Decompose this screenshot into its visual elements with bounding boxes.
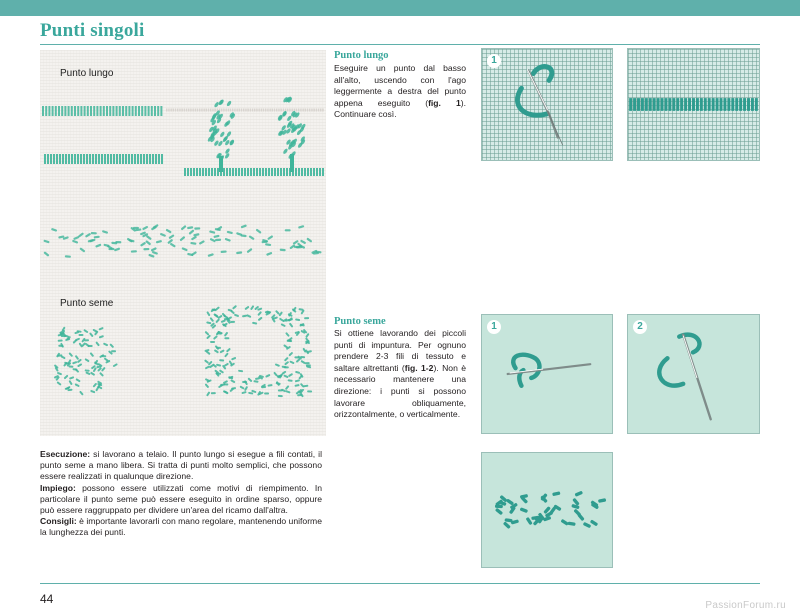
punto-seme-text-a: Si ottiene lavorando dei piccoli punti di impuntura. Per ognuno prendere 2-3 fili di tessuto e saltare altrettanti (: [334, 328, 466, 373]
esecuzione-text: si lavorano a telaio. Il punto lungo si esegue a fili contati, il punto seme a mano libera. Si tratta di punti molto semplici, che possono essere realizzati in qualunque direzione.: [40, 449, 322, 482]
punto-seme-text-b: ). Non è necessario mantenere una direzione: i punti si possono lavorare obliquamente, orizzontalmente, o verticalmente.: [334, 362, 466, 420]
punto-lungo-text-a: Eseguire un punto dal basso all'alto, uscendo con l'ago leggermente a destra del punto appena eseguito (: [334, 63, 466, 108]
needle-drawing-3: [628, 315, 759, 433]
title-rule: [40, 44, 760, 45]
figure-punto-seme-1: [481, 314, 613, 434]
esecuzione-paragraph: [40, 449, 322, 483]
punto-lungo-text: [334, 63, 466, 121]
impiego-text: possono essere utilizzati come motivi di riempimento. In particolare il punto seme può essere eseguito in ordine sparso, oppure può essere raggruppato per dividere un'area del ricamo dall'altra.: [40, 482, 322, 516]
stitch-row-drawing: [628, 49, 759, 160]
watermark: PassionForum.ru: [705, 600, 786, 611]
consigli-label: Consigli:: [40, 516, 77, 527]
consigli-text: è importante lavorarli con mano regolare, mantenendo uniforme la lunghezza dei punti.: [40, 516, 322, 538]
figure-punto-seme-2: [627, 314, 760, 434]
bottom-rule: [40, 583, 760, 584]
seed-stitch-drawing: [482, 453, 612, 567]
impiego-label: Impiego:: [40, 482, 76, 493]
figure-number-badge: 2: [633, 320, 647, 334]
label-punto-seme: Punto seme: [60, 298, 114, 309]
needle-drawing-1: [482, 49, 612, 160]
needle-drawing-2: [482, 315, 612, 433]
punto-seme-fig-ref: fig. 1-2: [404, 362, 434, 373]
page-title: Punti singoli: [40, 20, 145, 41]
figure-punto-lungo-result: [627, 48, 760, 161]
punto-lungo-fig-ref: fig. 1: [428, 97, 461, 108]
embroidery-photo: [40, 50, 326, 436]
description-block: [40, 449, 322, 539]
punto-seme-text: [334, 328, 466, 421]
top-color-band: [0, 0, 800, 16]
figure-punto-lungo-1: [481, 48, 613, 161]
esecuzione-label: Esecuzione:: [40, 449, 91, 459]
label-punto-lungo: Punto lungo: [60, 68, 114, 79]
impiego-paragraph: [40, 483, 322, 517]
punto-lungo-title: Punto lungo: [334, 50, 389, 61]
consigli-paragraph: [40, 516, 322, 538]
punto-lungo-text-b: ). Continuare così.: [334, 97, 466, 120]
embroidery-photo-drawing: [40, 50, 326, 436]
figure-number-badge: 1: [487, 320, 501, 334]
figure-punto-seme-result: [481, 452, 613, 568]
page-number: 44: [40, 592, 54, 606]
punto-seme-title: Punto seme: [334, 316, 386, 327]
figure-number-badge: 1: [487, 54, 501, 68]
